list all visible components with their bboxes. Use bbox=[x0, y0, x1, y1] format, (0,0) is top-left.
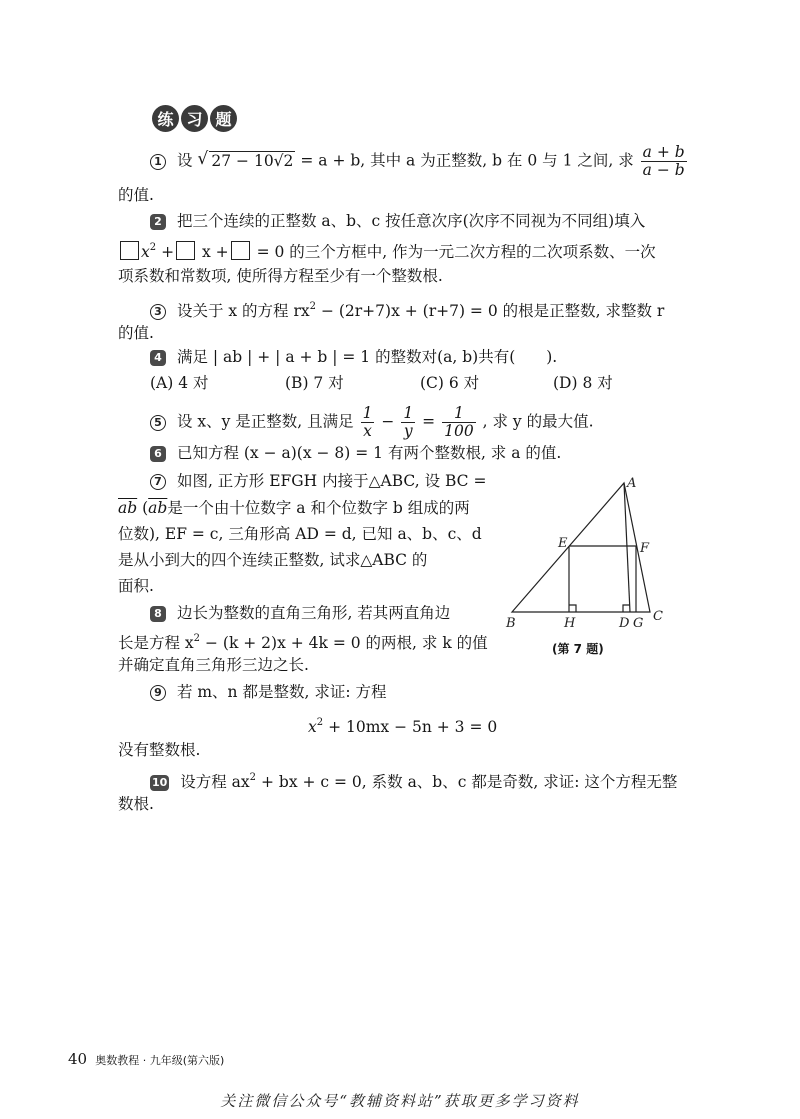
label-d: D bbox=[619, 616, 630, 631]
operator: = bbox=[422, 412, 436, 431]
problem-7-cont bbox=[118, 497, 470, 519]
altitude-ad bbox=[624, 483, 630, 612]
problem-8-cont bbox=[118, 628, 488, 654]
numerator: a + b bbox=[642, 143, 685, 161]
fraction bbox=[442, 405, 476, 440]
overlined-number: $\overline{ab}$ bbox=[118, 499, 138, 517]
problem-number: 7 bbox=[150, 474, 166, 490]
problem-7-cont: 面积. bbox=[118, 577, 154, 595]
label-g: G bbox=[633, 616, 644, 631]
problem-text: 设 bbox=[176, 151, 193, 170]
problem-text: 设 x、y 是正整数, 且满足 bbox=[176, 412, 354, 431]
label-e: E bbox=[558, 536, 568, 551]
problem-text: 设关于 x 的方程 rx bbox=[176, 302, 310, 320]
problem-4 bbox=[150, 346, 557, 368]
problem-8-cont: 并确定直角三角形三边之长. bbox=[118, 656, 309, 674]
sqrt-expression: √ 27 − 10√2 bbox=[197, 148, 294, 170]
problem-3-cont: 的值. bbox=[118, 324, 154, 342]
problem-number: 1 bbox=[150, 154, 166, 170]
problem-7-cont: 位数), EF = c, 三角形高 AD = d, 已知 a、b、c、d bbox=[118, 525, 482, 543]
section-title-char: 练 bbox=[152, 105, 179, 132]
exponent: 2 bbox=[149, 242, 157, 253]
section-title-char: 习 bbox=[181, 105, 208, 132]
operator: + bbox=[161, 243, 175, 261]
problem-text: 是一个由十位数字 a 和个位数字 b 组成的两 bbox=[167, 499, 470, 517]
exponent: 2 bbox=[309, 301, 316, 312]
problem-7 bbox=[150, 470, 486, 492]
blank-box bbox=[176, 241, 195, 260]
denominator: x bbox=[363, 422, 372, 440]
section-title-char: 题 bbox=[210, 105, 237, 132]
numerator: 1 bbox=[442, 405, 476, 423]
problem-text: = a + b, 其中 a 为正整数, b 在 0 与 1 之间, 求 bbox=[300, 151, 634, 170]
problem-3 bbox=[150, 296, 664, 322]
page-footer bbox=[68, 1050, 224, 1068]
problem-text: ( bbox=[142, 499, 149, 517]
equation bbox=[308, 712, 497, 738]
fraction bbox=[641, 144, 687, 179]
equation-text: + 10mx − 5n + 3 = 0 bbox=[328, 718, 498, 736]
problem-number: 9 bbox=[150, 685, 166, 701]
blank-box bbox=[231, 241, 250, 260]
figure-caption: (第 7 题) bbox=[552, 642, 604, 656]
label-b: B bbox=[506, 616, 516, 631]
problem-number: 5 bbox=[150, 415, 166, 431]
right-angle-h bbox=[569, 605, 576, 612]
problem-number: 6 bbox=[150, 446, 166, 462]
radicand: 27 − 10√2 bbox=[211, 151, 294, 170]
watermark-text: 关注微信公众号“教辅资料站”获取更多学习资料 bbox=[220, 1092, 580, 1110]
problem-10 bbox=[150, 767, 677, 793]
option-a: (A) 4 对 bbox=[150, 374, 209, 392]
denominator: 100 bbox=[444, 422, 474, 440]
blank-box bbox=[120, 241, 139, 260]
option-d: (D) 8 对 bbox=[553, 374, 613, 392]
problem-text: 满足 | ab | + | a + b | = 1 的整数对(a, b)共有( ). bbox=[176, 348, 558, 366]
right-angle-d bbox=[623, 605, 630, 612]
problem-text: 设方程 ax bbox=[180, 773, 250, 791]
exponent: 2 bbox=[193, 633, 201, 644]
label-a: A bbox=[627, 476, 637, 491]
problem-number: 4 bbox=[150, 350, 166, 366]
problem-6 bbox=[150, 442, 561, 464]
problem-2-cont: 项系数和常数项, 使所得方程至少有一个整数根. bbox=[118, 267, 443, 285]
problem-text: = 0 的三个方框中, 作为一元二次方程的二次项系数、一次 bbox=[256, 243, 656, 261]
problem-number: 8 bbox=[150, 606, 166, 622]
denominator: y bbox=[403, 422, 413, 440]
problem-number: 10 bbox=[152, 776, 168, 789]
problem-number: 2 bbox=[150, 214, 166, 230]
problem-8 bbox=[150, 602, 450, 624]
problem-1-cont: 的值. bbox=[118, 186, 154, 204]
problem-text: 边长为整数的直角三角形, 若其两直角边 bbox=[176, 604, 451, 622]
overlined-number: $\overline{ab}$ bbox=[148, 499, 168, 517]
label-h: H bbox=[564, 616, 576, 631]
problem-2-cont bbox=[118, 237, 656, 263]
problem-2 bbox=[150, 210, 645, 232]
triangle-figure bbox=[502, 475, 682, 665]
denominator: a − b bbox=[642, 161, 685, 179]
problem-7-cont: 是从小到大的四个连续正整数, 试求△ABC 的 bbox=[118, 551, 428, 569]
problem-number: 3 bbox=[150, 304, 166, 320]
exponent: 2 bbox=[249, 772, 257, 783]
problem-text: 已知方程 (x − a)(x − 8) = 1 有两个整数根, 求 a 的值. bbox=[176, 444, 562, 462]
problem-1 bbox=[150, 144, 689, 179]
section-title bbox=[152, 105, 237, 132]
problem-text: − (k + 2)x + 4k = 0 的两根, 求 k 的值 bbox=[204, 634, 488, 652]
book-title: 奥数教程 · 九年级(第六版) bbox=[95, 1054, 225, 1067]
label-f: F bbox=[640, 541, 650, 556]
problem-9-cont: 没有整数根. bbox=[118, 741, 201, 759]
fraction bbox=[401, 405, 415, 440]
problem-text: 如图, 正方形 EFGH 内接于△ABC, 设 BC = bbox=[176, 472, 487, 490]
fraction bbox=[361, 405, 375, 440]
variable: x bbox=[141, 243, 150, 261]
problem-text: 若 m、n 都是整数, 求证: 方程 bbox=[176, 683, 387, 701]
problem-text: x + bbox=[202, 243, 229, 261]
numerator: 1 bbox=[362, 404, 373, 422]
problem-text: , 求 y 的最大值. bbox=[482, 412, 594, 431]
option-c: (C) 6 对 bbox=[420, 374, 480, 392]
option-b: (B) 7 对 bbox=[285, 374, 344, 392]
problem-5 bbox=[150, 405, 594, 440]
variable: x bbox=[308, 718, 317, 736]
exponent: 2 bbox=[316, 717, 324, 728]
problem-text: + bx + c = 0, 系数 a、b、c 都是奇数, 求证: 这个方程无整 bbox=[260, 773, 678, 791]
problem-text: 长是方程 x bbox=[118, 634, 194, 652]
numerator: 1 bbox=[403, 404, 414, 422]
page-number: 40 bbox=[68, 1050, 88, 1068]
operator: − bbox=[381, 412, 395, 431]
problem-text: 把三个连续的正整数 a、b、c 按任意次序(次序不同视为不同组)填入 bbox=[176, 212, 646, 230]
problem-text: − (2r+7)x + (r+7) = 0 的根是正整数, 求整数 r bbox=[320, 302, 665, 320]
label-c: C bbox=[653, 609, 663, 624]
problem-10-cont: 数根. bbox=[118, 795, 154, 813]
problem-9 bbox=[150, 681, 386, 703]
